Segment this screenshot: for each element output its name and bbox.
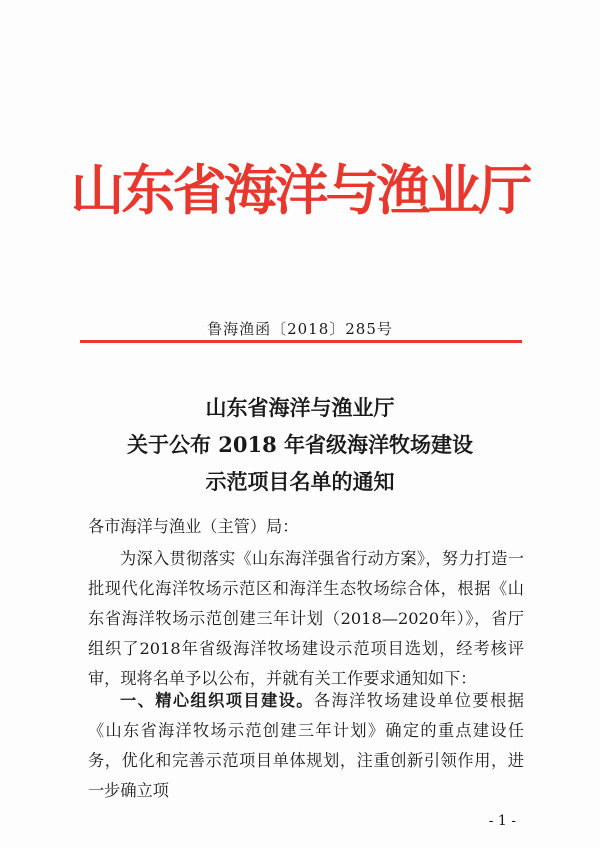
section-1-text: 各海洋牧场建设单位要根据《山东省海洋牧场示范创建三年计划》确定的重点建设任务，优化和完善示范项目单体规划，注重创新引领作用，进一步确立项 [88,691,524,800]
section-1-heading: 一、精心组织项目建设。 [120,691,314,710]
document-number: 鲁海渔函〔2018〕285号 [207,320,393,338]
paragraph-intro: 为深入贯彻落实《山东海洋强省行动方案》，努力打造一批现代化海洋牧场示范区和海洋生态牧场综合体，根据《山东省海洋牧场示范创建三年计划（2018—2020年）》，省厅组织了2018年省级海洋牧场建设示范项目选划，经考核评审，现将名单予以公布，并就有关工作要求通知如下： [88,549,524,688]
document-title-line-2: 关于公布 2018 年省级海洋牧场建设 [126,432,474,457]
salutation: 各市海洋与渔业（主管）局： [88,517,299,536]
document-title-line-3: 示范项目名单的通知 [205,469,395,494]
document-title-line-1: 山东省海洋与渔业厅 [205,395,395,420]
issuer-header: 山东省海洋与渔业厅 [70,158,530,222]
red-divider [80,340,522,343]
paragraph-section-1 [88,686,524,806]
page-number: - 1 - [488,813,516,829]
